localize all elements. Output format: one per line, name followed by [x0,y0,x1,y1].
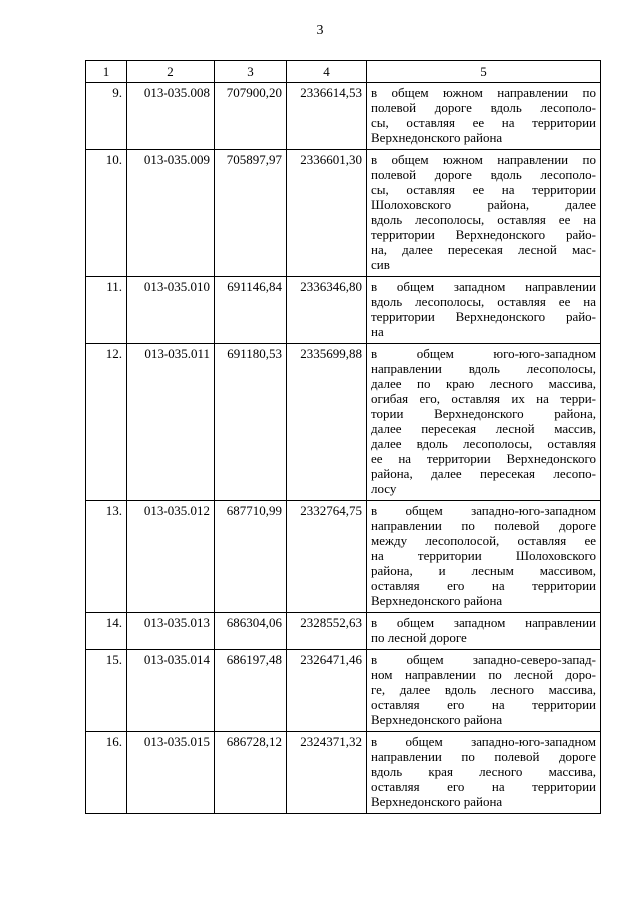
description-line: в общем западном направлении [371,279,596,294]
description-line: тории Верхнедонского района, [371,406,596,421]
coord-y-cell: 2328552,63 [287,613,367,650]
description-line: далее вдоль лесополосы, оставляя [371,436,596,451]
description-line: в общем южном направлении по [371,85,596,100]
description-line: ге, далее вдоль лесного массива, [371,682,596,697]
table-row [86,83,601,150]
coord-y-cell: 2335699,88 [287,344,367,501]
description-line: Верхнедонского района [371,130,503,145]
row-number-cell: 15. [86,650,127,732]
table-row [86,650,601,732]
point-code-cell: 013-035.011 [127,344,215,501]
table-row [86,732,601,814]
page-number: 3 [316,23,324,38]
row-number-cell: 10. [86,150,127,277]
coord-x-cell: 691180,53 [215,344,287,501]
description-line: Верхнедонского района [371,794,503,809]
table-row [86,277,601,344]
description-cell [367,277,601,344]
description-line: оставляя его на территории [371,779,596,794]
description-line: по лесной дороге [371,630,467,645]
description-line: района, далее пересекая лесопо- [371,466,596,481]
description-line: огибая его, оставляя их на терри- [371,391,596,406]
point-code-cell: 013-035.010 [127,277,215,344]
description-line: ном направлении по лесной доро- [371,667,596,682]
description-line: Верхнедонского района [371,593,503,608]
header-cell-2: 2 [127,61,215,83]
description-line: оставляя его на территории [371,697,596,712]
description-cell [367,613,601,650]
row-number-cell: 11. [86,277,127,344]
point-code-cell: 013-035.014 [127,650,215,732]
header-cell-3: 3 [215,61,287,83]
coord-x-cell: 687710,99 [215,501,287,613]
description-cell [367,344,601,501]
description-line: полевой дороге вдоль лесополо- [371,167,596,182]
description-line: в общем западно-северо-запад- [371,652,596,667]
description-line: вдоль края лесного массива, [371,764,596,779]
description-line: на территории Шолоховского [371,548,596,563]
description-line: вдоль лесополосы, оставляя ее на [371,212,596,227]
point-code-cell: 013-035.009 [127,150,215,277]
coord-x-cell: 686197,48 [215,650,287,732]
description-line: между лесополосой, оставляя ее [371,533,596,548]
boundary-table [85,60,601,814]
coord-x-cell: 691146,84 [215,277,287,344]
description-line: вдоль лесополосы, оставляя ее на [371,294,596,309]
table-row [86,613,601,650]
description-line: ее на территории Верхнедонского [371,451,596,466]
description-line: Верхнедонского района [371,712,503,727]
row-number-cell: 16. [86,732,127,814]
description-line: территории Верхнедонского райо- [371,227,596,242]
row-number-cell: 9. [86,83,127,150]
description-cell [367,501,601,613]
description-line: лосу [371,481,397,496]
description-line: далее по краю лесного массива, [371,376,596,391]
description-line: оставляя его на территории [371,578,596,593]
table-row [86,150,601,277]
description-line: сы, оставляя ее на территории [371,115,596,130]
coord-y-cell: 2336346,80 [287,277,367,344]
coord-x-cell: 686304,06 [215,613,287,650]
table-row [86,344,601,501]
point-code-cell: 013-035.013 [127,613,215,650]
description-line: в общем западно-юго-западном [371,503,596,518]
description-line: территории Верхнедонского райо- [371,309,596,324]
description-cell [367,732,601,814]
description-line: сив [371,257,390,272]
table-header-row [86,61,601,83]
description-line: в общем южном направлении по [371,152,596,167]
coord-y-cell: 2324371,32 [287,732,367,814]
description-line: в общем юго-юго-западном [371,346,596,361]
description-line: полевой дороге вдоль лесополо- [371,100,596,115]
description-line: направлении по полевой дороге [371,518,596,533]
description-cell [367,83,601,150]
description-line: на, далее пересекая лесной мас- [371,242,596,257]
coord-y-cell: 2332764,75 [287,501,367,613]
header-cell-5: 5 [367,61,601,83]
description-line: Шолоховского района, далее [371,197,596,212]
coord-x-cell: 686728,12 [215,732,287,814]
header-cell-1: 1 [86,61,127,83]
description-cell [367,150,601,277]
coord-y-cell: 2336614,53 [287,83,367,150]
point-code-cell: 013-035.015 [127,732,215,814]
row-number-cell: 12. [86,344,127,501]
description-line: направлении по полевой дороге [371,749,596,764]
coord-x-cell: 705897,97 [215,150,287,277]
description-line: в общем западном направлении [371,615,596,630]
coord-y-cell: 2336601,30 [287,150,367,277]
description-line: в общем западно-юго-западном [371,734,596,749]
point-code-cell: 013-035.008 [127,83,215,150]
coord-y-cell: 2326471,46 [287,650,367,732]
description-line: сы, оставляя ее на территории [371,182,596,197]
coord-x-cell: 707900,20 [215,83,287,150]
description-cell [367,650,601,732]
row-number-cell: 13. [86,501,127,613]
header-cell-4: 4 [287,61,367,83]
point-code-cell: 013-035.012 [127,501,215,613]
description-line: далее пересекая лесной массив, [371,421,596,436]
table-row [86,501,601,613]
description-line: района, и лесным массивом, [371,563,596,578]
description-line: направлении вдоль лесополосы, [371,361,596,376]
description-line: на [371,324,384,339]
row-number-cell: 14. [86,613,127,650]
